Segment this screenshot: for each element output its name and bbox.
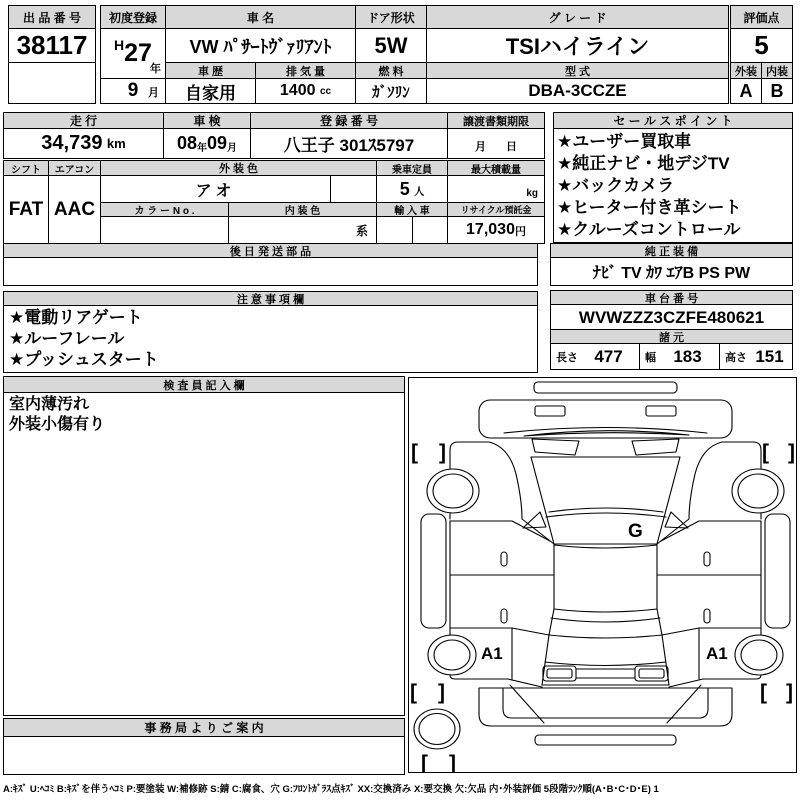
year-unit: 年 <box>150 63 161 75</box>
shaken-header: 車 検 <box>163 112 251 129</box>
left-mirror-icon <box>523 512 546 528</box>
tailgate-arc <box>545 662 666 666</box>
bracket-spare-close: ] <box>449 752 456 772</box>
shift-header: シフト <box>3 160 49 176</box>
caution-item: ★電動リアゲート <box>9 308 143 327</box>
spec-height-value: 151 <box>755 346 784 366</box>
bracket-rear-right-open: [ <box>760 681 767 704</box>
fuel-header: 燃 料 <box>355 62 427 79</box>
model-code-header: 型 式 <box>426 62 729 79</box>
shaken-month-unit: 月 <box>227 143 238 154</box>
oem-equipment-value: ﾅﾋﾞ TV ｶﾜ ｴｱB PS PW <box>550 257 793 286</box>
import-cell-left <box>376 216 413 244</box>
caution-item: ★ルーフレール <box>9 329 125 348</box>
left-rear-door-handle <box>501 609 507 623</box>
shaken-year-unit: 年 <box>197 143 207 154</box>
specs-header: 諸 元 <box>550 329 793 344</box>
spec-width-label: 幅 <box>645 351 656 364</box>
front-right-wheel-inner <box>738 474 778 508</box>
car-history-value: 自家用 <box>165 78 256 104</box>
left-sill <box>421 514 446 628</box>
office-notice-header: 事 務 局 よ り ご 案 内 <box>3 718 405 737</box>
right-front-door-handle <box>704 552 710 566</box>
door-shape-value: 5W <box>355 28 427 63</box>
score-value: 5 <box>730 28 793 63</box>
transfer-month-unit: 月 <box>475 141 486 153</box>
lot-number-empty-cell <box>8 62 96 104</box>
month-number: 9 <box>127 80 139 101</box>
mileage-value <box>3 128 164 159</box>
taillight-connector <box>576 669 635 678</box>
left-apillar-panel <box>532 439 579 455</box>
shift-value: FAT <box>3 175 49 244</box>
right-headlight <box>646 406 676 416</box>
left-front-door-handle <box>501 552 507 566</box>
inspector-notes-box <box>3 392 405 716</box>
spec-height-cell <box>719 343 793 370</box>
inspector-notes-header: 検 査 員 記 入 欄 <box>3 376 405 393</box>
bracket-front-left-close: ] <box>439 441 446 464</box>
displacement-number: 1400 <box>279 82 316 99</box>
left-headlight <box>535 406 565 416</box>
displacement-header: 排 気 量 <box>255 62 356 79</box>
score-header: 評価点 <box>730 5 793 29</box>
left-door-top <box>450 521 550 541</box>
right-taillight <box>635 666 668 681</box>
sales-points-header: セ ー ル ス ポ イ ン ト <box>553 112 793 129</box>
grade-value: TSIハイライン <box>426 28 729 63</box>
sales-point-item: ★クルーズコントロール <box>557 220 741 239</box>
spare-tire-inner <box>419 714 455 745</box>
sales-point-item: ★ユーザー買取車 <box>557 132 692 151</box>
spec-length-value: 477 <box>594 346 623 366</box>
right-mirror-icon <box>665 512 688 528</box>
spec-width-value: 183 <box>673 346 702 366</box>
roof-rear-arc <box>554 609 657 612</box>
hood-windshield-outline <box>531 457 680 544</box>
left-door-bottom <box>450 628 549 635</box>
roof-front-arc <box>554 545 657 548</box>
rear-window-bottom-arc <box>549 635 662 638</box>
inspector-note: 室内薄汚れ <box>9 396 90 413</box>
grade-header: グ レ ー ド <box>426 5 729 29</box>
exterior-color-value: アオ <box>100 175 331 203</box>
left-rear-crease-2 <box>510 685 544 723</box>
era-year: 27 <box>124 39 152 67</box>
right-taillight-inner <box>639 669 664 678</box>
registration-number-value: 八王子 301ｽ5797 <box>250 128 448 159</box>
lot-number-header: 出 品 番 号 <box>8 5 96 29</box>
left-taillight <box>543 666 576 681</box>
transfer-day-unit: 日 <box>506 141 517 153</box>
registration-number-header: 登 録 番 号 <box>250 112 448 129</box>
rear-left-wheel-inner <box>434 640 470 670</box>
sales-point-item: ★バックカメラ <box>557 176 675 195</box>
bracket-front-right-close: ] <box>788 441 795 464</box>
recycle-deposit-header: リサイクル預託金 <box>447 202 545 217</box>
recycle-unit: 円 <box>514 226 526 238</box>
capacity-header: 乗車定員 <box>376 160 448 176</box>
model-code-value: DBA-3CCZE <box>426 78 729 104</box>
rear-bumper-strip <box>535 735 676 745</box>
windshield-top-arc-1 <box>549 508 663 512</box>
displacement-unit: cc <box>319 85 332 97</box>
sales-points-list <box>553 128 793 243</box>
cautions-list <box>3 305 538 373</box>
fuel-value: ｶﾞｿﾘﾝ <box>355 78 427 104</box>
rear-right-wheel-inner <box>741 640 777 670</box>
right-apillar-panel <box>632 439 679 455</box>
shaken-value <box>163 128 251 159</box>
mileage-unit: km <box>106 136 126 151</box>
right-door-top <box>661 521 761 541</box>
max-load-value: kg <box>447 175 545 203</box>
car-damage-diagram <box>408 377 797 773</box>
interior-grade-value: B <box>761 78 793 104</box>
exterior-color-sub-cell <box>330 175 377 203</box>
front-bumper-strip <box>534 382 677 393</box>
transfer-docs-header: 譲渡書類期限 <box>447 112 545 129</box>
car-name-header: 車 名 <box>165 5 356 29</box>
interior-color-value: 系 <box>228 216 377 244</box>
right-door-bottom <box>662 628 761 635</box>
capacity-unit: 人 <box>414 187 425 198</box>
later-parts-box <box>3 257 538 286</box>
cowl-trim <box>524 431 689 436</box>
exterior-color-header: 外 装 色 <box>100 160 377 176</box>
first-registration-month <box>100 78 166 104</box>
lot-number-value: 38117 <box>8 28 96 63</box>
recycle-number: 17,030 <box>466 221 515 238</box>
shaken-year: 08 <box>176 133 197 153</box>
first-registration-year <box>100 28 166 79</box>
spec-length-cell <box>550 343 640 370</box>
bracket-spare-open: [ <box>421 752 428 772</box>
bracket-rear-left-close: ] <box>438 681 445 704</box>
bracket-rear-right-close: ] <box>786 681 793 704</box>
left-rear-crease-1 <box>508 679 542 687</box>
inspector-note: 外装小傷有り <box>9 416 106 433</box>
rear-bumper <box>479 688 732 726</box>
capacity-value <box>376 175 448 203</box>
rear-window-arc <box>551 618 660 622</box>
right-rear-door-handle <box>704 609 710 623</box>
spec-length-label: 長さ <box>556 351 578 364</box>
right-rear-crease-2 <box>667 685 701 723</box>
right-quarter-damage-mark: A1 <box>706 644 728 663</box>
car-diagram-svg <box>409 378 796 772</box>
door-shape-header: ドア形状 <box>355 5 427 29</box>
car-history-header: 車 歴 <box>165 62 256 79</box>
sales-point-item: ★純正ナビ・地デジTV <box>557 154 730 173</box>
displacement-value <box>255 78 356 104</box>
front-left-wheel-inner <box>433 474 473 508</box>
later-parts-header: 後 日 発 送 部 品 <box>3 243 538 258</box>
right-sill <box>765 514 790 628</box>
bracket-rear-left-open: [ <box>410 681 417 704</box>
exterior-grade-value: A <box>730 78 762 104</box>
vin-header: 車 台 番 号 <box>550 290 793 305</box>
spec-height-label: 高さ <box>725 351 747 364</box>
windshield-damage-mark: G <box>628 521 643 542</box>
caution-item: ★プッシュスタート <box>9 350 159 369</box>
damage-code-legend: A:ｷｽﾞ U:ﾍｺﾐ B:ｷｽﾞを伴うﾍｺﾐ P:要塗装 W:補修跡 S:錆 C:腐食、穴 G:ﾌﾛﾝﾄｶﾞﾗｽ点ｷｽﾞ XX:交換済み X:要交換 欠:欠品 内･外装評価 5段階ﾗﾝｸ順(A･B･C･D･E) 1 <box>3 784 659 795</box>
rear-bumper-inner <box>503 688 708 718</box>
spec-width-cell <box>639 343 720 370</box>
import-cell-right <box>412 216 448 244</box>
vin-value: WVWZZZ3CZFE480621 <box>550 304 793 331</box>
aircon-header: エアコン <box>48 160 101 176</box>
oem-equipment-header: 純 正 装 備 <box>550 243 793 258</box>
exterior-grade-header: 外装 <box>730 62 762 79</box>
bracket-front-left-open: [ <box>411 441 418 464</box>
left-taillight-inner <box>547 669 572 678</box>
bracket-front-right-open: [ <box>762 441 769 464</box>
left-quarter-damage-mark: A1 <box>481 644 503 663</box>
interior-grade-header: 内装 <box>761 62 793 79</box>
roof-sides <box>554 544 657 609</box>
car-name-value: VW ﾊﾟｻｰﾄｳﾞｧﾘｱﾝﾄ <box>165 28 356 63</box>
cautions-header: 注 意 事 項 欄 <box>3 291 538 306</box>
first-registration-header: 初度登録 <box>100 5 166 29</box>
capacity-number: 5 <box>399 178 410 199</box>
windshield-top-arc-2 <box>546 513 666 517</box>
recycle-deposit-value <box>447 216 545 244</box>
transfer-docs-value <box>447 128 545 159</box>
color-no-value <box>100 216 229 244</box>
mileage-header: 走 行 <box>3 112 164 129</box>
color-no-header: カ ラ ー N o . <box>100 202 229 217</box>
right-rear-crease-1 <box>669 679 703 687</box>
aircon-value: AAC <box>48 175 101 244</box>
import-header: 輸 入 車 <box>376 202 448 217</box>
interior-color-header: 内 装 色 <box>228 202 377 217</box>
mileage-number: 34,739 <box>41 132 103 154</box>
shaken-month: 09 <box>207 133 228 153</box>
month-unit: 月 <box>148 87 159 99</box>
era-letter: H <box>114 37 125 53</box>
max-load-header: 最大積載量 <box>447 160 545 176</box>
office-notice-box <box>3 736 405 775</box>
sales-point-item: ★ヒーター付き革シート <box>557 198 742 217</box>
